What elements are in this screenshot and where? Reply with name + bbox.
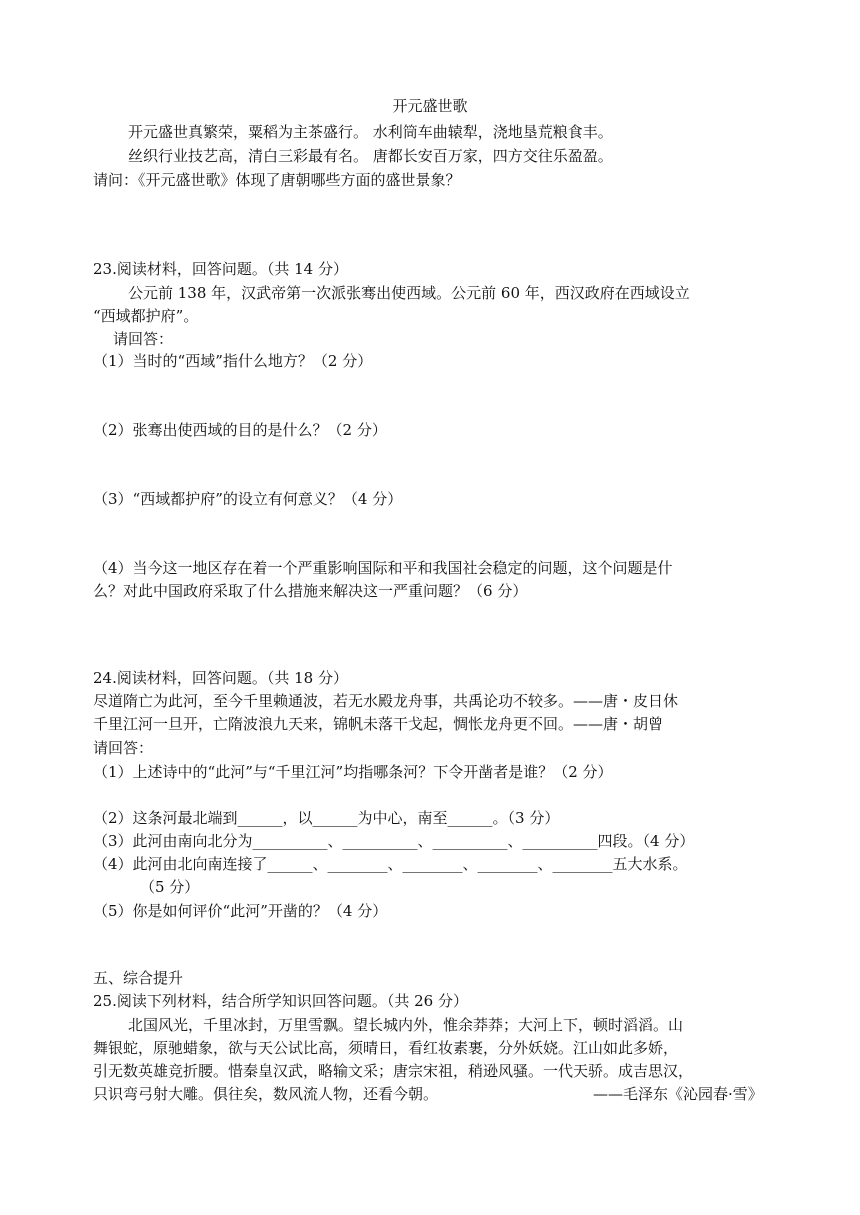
q23-sub3: （3）“西域都护府”的设立有何意义？（4 分）: [93, 490, 403, 508]
q23-prompt: 请回答：: [113, 330, 174, 348]
q24-sub4: （4）此河由北向南连接了______、________、________、________、________五大水系。: [93, 855, 688, 873]
q24-poem: 尽道隋亡为此河，至今千里赖通波，若无水殿龙舟事，共禹论功不较多。——唐・皮日休: [93, 692, 679, 710]
q23-sub1: （1）当时的“西域”指什么地方？（2 分）: [93, 352, 373, 370]
q23-sub4: （4）当今这一地区存在着一个严重影响国际和平和我国社会稳定的问题，这个问题是什: [93, 559, 673, 577]
poem-line: 丝织行业技艺高，清白三彩最有名。 唐都长安百万家，四方交往乐盈盈。: [128, 147, 613, 165]
q25-source: ——毛泽东《沁园春·雪》: [593, 1085, 763, 1103]
q24-sub1: （1）上述诗中的“此河”与“千里江河”均指哪条河？下令开凿者是谁？（2 分）: [93, 763, 613, 781]
section-heading: 五、综合提升: [93, 969, 184, 987]
q24-sub5: （5）你是如何评价“此河”开凿的？（4 分）: [93, 902, 388, 920]
q24-sub3: （3）此河由南向北分为__________、__________、__________、__________四段。（4 分）: [93, 832, 695, 850]
q23-heading: 23.阅读材料，回答问题。（共 14 分）: [93, 260, 348, 278]
q24-sub2: （2）这条河最北端到______，以______为中心，南至______。（3 分）: [93, 809, 560, 827]
q25-material: 只识弯弓射大雕。俱往矣，数风流人物，还看今朝。: [93, 1085, 439, 1103]
q24-poem: 千里江河一旦开，亡隋波浪九天来，锦帆未落干戈起，惆怅龙舟更不回。——唐・胡曾: [93, 715, 664, 733]
q23-material: 公元前 138 年，汉武帝第一次派张骞出使西域。公元前 60 年，西汉政府在西域设立: [128, 284, 690, 302]
q23-material: “西域都护府”。: [93, 307, 199, 325]
q24-prompt: 请回答：: [93, 739, 154, 757]
q25-material: 引无数英雄竞折腰。惜秦皇汉武，略输文采；唐宗宋祖，稍逊风骚。一代天骄。成吉思汉，: [93, 1062, 694, 1080]
poem-line: 开元盛世真繁荣，粟稻为主茶盛行。 水利筒车曲辕犁，浇地垦荒粮食丰。: [128, 123, 613, 141]
poem-question: 请问：《开元盛世歌》体现了唐朝哪些方面的盛世景象？: [93, 171, 461, 189]
q23-sub2: （2）张骞出使西域的目的是什么？（2 分）: [93, 421, 387, 439]
q25-material: 舞银蛇，原驰蜡象，欲与天公试比高，须晴日，看红妆素裹，分外妖娆。江山如此多娇，: [93, 1039, 679, 1057]
q25-heading: 25.阅读下列材料，结合所学知识回答问题。（共 26 分）: [93, 992, 468, 1010]
poem-title: 开元盛世歌: [392, 97, 468, 115]
q24-sub4: （5 分）: [140, 878, 200, 896]
q25-material: 北国风光，千里冰封，万里雪飘。望长城内外，惟余莽莽；大河上下，顿时滔滔。山: [128, 1016, 684, 1034]
q24-heading: 24.阅读材料，回答问题。（共 18 分）: [93, 669, 348, 687]
q23-sub4: 么？对此中国政府采取了什么措施来解决这一严重问题？（6 分）: [93, 582, 528, 600]
